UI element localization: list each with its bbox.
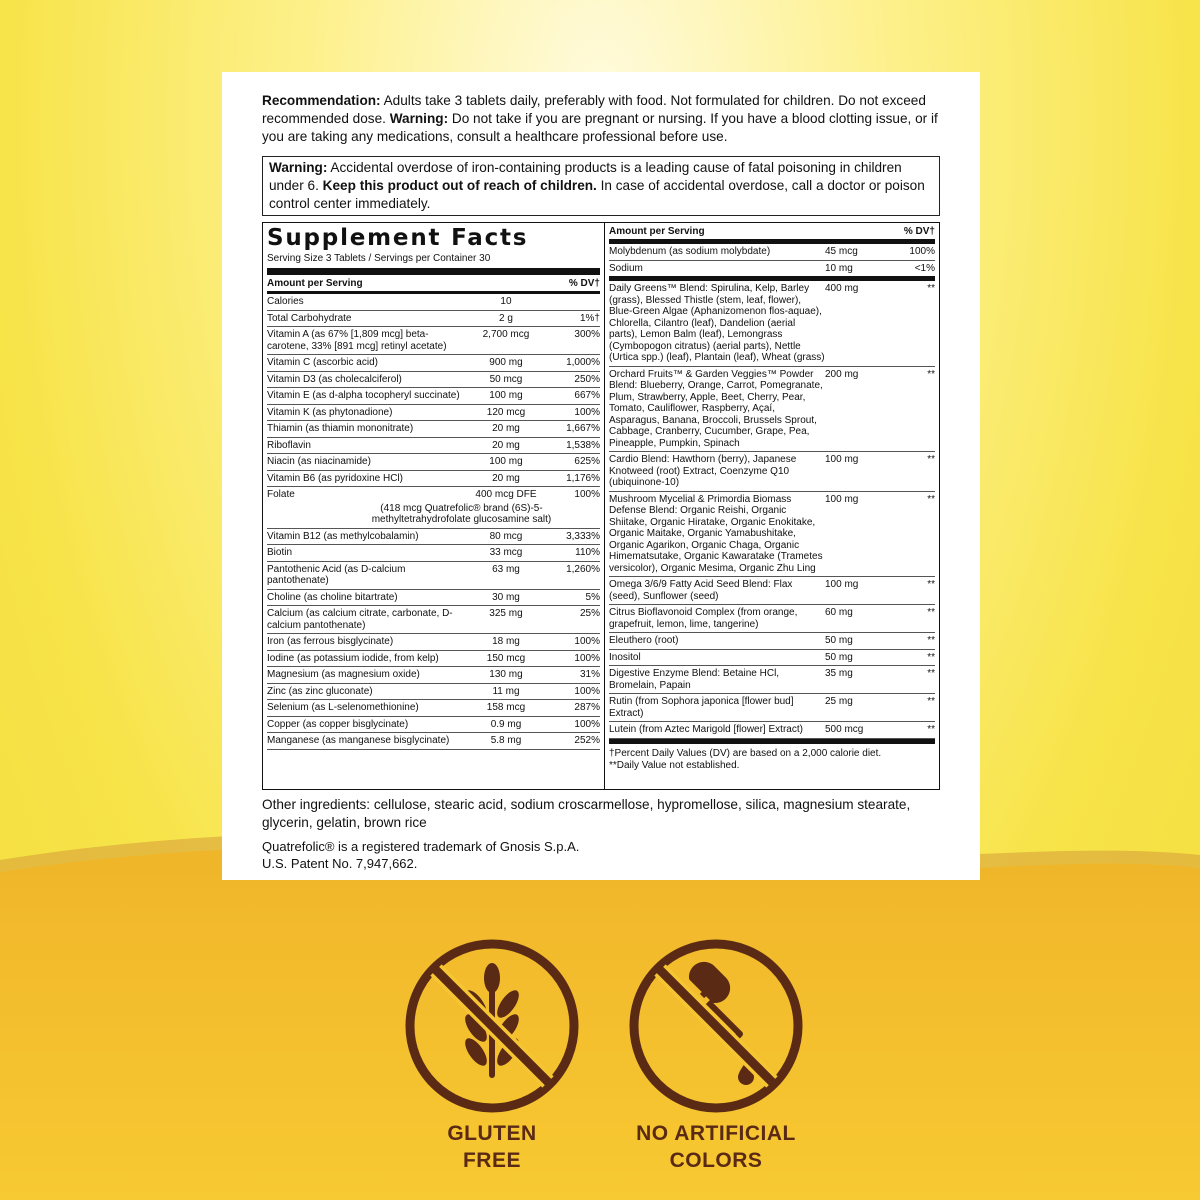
facts-row — [609, 633, 935, 650]
nutrient-amount: 100 mg — [825, 579, 859, 590]
facts-row — [609, 650, 935, 667]
nutrient-dv: 31% — [579, 669, 600, 680]
facts-row — [609, 281, 935, 367]
facts-row — [267, 667, 600, 684]
nutrient-dv: 1%† — [579, 312, 600, 324]
nutrient-amount: 63 mg — [492, 563, 520, 575]
facts-row — [267, 545, 600, 562]
facts-row — [267, 454, 600, 471]
nutrient-amount: 45 mcg — [825, 246, 858, 257]
nutrient-dv: 625% — [574, 456, 600, 467]
nutrient-name: Manganese (as manganese bisglycinate) — [267, 735, 450, 746]
facts-row — [267, 372, 600, 389]
facts-row — [267, 311, 600, 328]
facts-row — [267, 634, 600, 651]
facts-row — [267, 327, 600, 355]
wheat-crossed-icon — [404, 938, 580, 1114]
nutrient-amount: 900 mg — [489, 357, 523, 368]
nutrient-dv: 100% — [574, 652, 600, 664]
nutrient-amount: 80 mcg — [489, 530, 523, 542]
facts-title: Supplement Facts — [267, 225, 529, 251]
nutrient-name: Omega 3/6/9 Fatty Acid Seed Blend: Flax (seed), Sunflower (seed) — [608, 579, 793, 602]
nutrient-dv: ** — [927, 607, 935, 618]
facts-footnotes: †Percent Daily Values (DV) are based on a 2,000 calorie diet. **Daily Value not established. — [609, 739, 935, 772]
nutrient-dv: 1,538% — [566, 439, 600, 451]
nutrient-name: Iron (as ferrous bisglycinate) — [267, 636, 394, 647]
facts-row — [267, 606, 600, 634]
nutrient-amount: 150 mcg — [486, 652, 526, 664]
facts-row — [609, 367, 935, 453]
nutrient-name: Vitamin B6 (as pyridoxine HCl) — [267, 472, 403, 484]
nutrient-amount: 20 mg — [492, 423, 520, 434]
nutrient-name: Citrus Bioflavonoid Complex (from orange, grapefruit, lemon, lime, tangerine) — [608, 607, 798, 630]
nutrient-dv: 100% — [574, 718, 600, 730]
nutrient-dv: ** — [927, 579, 935, 590]
nutrient-dv: 100% — [574, 406, 600, 418]
facts-row — [267, 405, 600, 422]
nutrient-dv: 5% — [585, 591, 600, 603]
nutrient-amount: 20 mg — [492, 472, 520, 484]
nutrient-name: Mushroom Mycelial & Primordia Biomass Defense Blend: Organic Reishi, Organic Shiitake, Organic Hiratake, Organic Enokitake, Organic Maitake, Organic Yamabushitake, Organic Agarikon, Organic Chaga, Organic Himematsutake, Organic Kawaratake (Trametes versicolor), Organic Mesima, Organic Zhu Ling — [608, 493, 823, 574]
folate-row — [267, 487, 600, 529]
nutrient-name: Vitamin B12 (as methylcobalamin) — [267, 530, 419, 542]
nutrient-name: Lutein (from Aztec Marigold [flower] Extract) — [608, 724, 803, 735]
nutrient-dv: 25% — [579, 608, 600, 619]
nutrient-amount: 500 mcg — [825, 724, 864, 735]
facts-row — [267, 733, 600, 750]
facts-row — [267, 294, 600, 311]
patent-note: U.S. Patent No. 7,947,662. — [262, 856, 418, 871]
nutrient-dv: ** — [927, 368, 935, 380]
facts-row — [267, 529, 600, 546]
nutrient-dv: 1,260% — [566, 563, 600, 575]
nutrient-dv: 667% — [574, 390, 600, 401]
nutrient-dv: ** — [927, 454, 935, 465]
nutrient-dv: ** — [927, 635, 935, 646]
supplement-facts-panel — [262, 222, 940, 790]
facts-row — [267, 487, 600, 503]
nutrient-name: Copper (as copper bisglycinate) — [267, 718, 409, 730]
facts-row — [267, 590, 600, 607]
nutrient-dv — [550, 296, 600, 308]
facts-row — [609, 492, 935, 578]
nutrient-dv: 100% — [574, 685, 600, 697]
nutrient-dv: 252% — [574, 735, 600, 746]
nutrient-name: Iodine (as potassium iodide, from kelp) — [267, 652, 439, 664]
facts-row — [267, 471, 600, 488]
facts-left-column — [263, 223, 605, 789]
nutrient-amount: 33 mcg — [489, 547, 523, 558]
facts-row — [267, 717, 600, 734]
nutrient-amount: 100 mg — [825, 454, 859, 465]
dropper-crossed-icon — [628, 938, 804, 1114]
nutrient-name: Niacin (as niacinamide) — [267, 456, 371, 467]
nutrient-amount: 10 mg — [825, 262, 853, 274]
nutrient-name: Folate — [267, 489, 295, 500]
nutrient-amount: 20 mg — [492, 439, 520, 451]
facts-row — [609, 244, 935, 261]
serving-size: Serving Size 3 Tablets / Servings per Container 30 — [267, 253, 600, 275]
facts-row — [267, 388, 600, 405]
nutrient-amount: 30 mg — [492, 591, 520, 603]
nutrient-dv: 1,667% — [566, 423, 600, 434]
facts-row — [267, 700, 600, 717]
facts-row — [609, 666, 935, 694]
facts-row — [267, 562, 600, 590]
nutrient-amount: 50 mcg — [489, 373, 523, 385]
nutrient-amount: 2,700 mcg — [482, 329, 530, 340]
nutrient-name: Vitamin E (as d-alpha tocopheryl succinate) — [267, 390, 460, 401]
nutrient-amount: 35 mg — [825, 668, 853, 679]
nutrient-dv: ** — [927, 651, 935, 663]
facts-right-column — [605, 223, 939, 789]
facts-row — [267, 421, 600, 438]
other-ingredients: Other ingredients: cellulose, stearic acid, sodium croscarmellose, hypromellose, silica, magnesium stearate, glycerin, gelatin, brown rice — [262, 797, 911, 830]
nutrient-name: Calories — [267, 296, 304, 307]
nutrient-name: Choline (as choline bitartrate) — [267, 591, 398, 603]
nutrient-name: Thiamin (as thiamin mononitrate) — [267, 423, 414, 434]
nutrient-dv: 100% — [574, 636, 600, 647]
nutrient-dv: <1% — [914, 262, 935, 274]
facts-row — [609, 577, 935, 605]
nutrient-name: Calcium (as calcium citrate, carbonate, D-calcium pantothenate) — [267, 608, 453, 631]
nutrient-name: Cardio Blend: Hawthorn (berry), Japanese Knotweed (root) Extract, Coenzyme Q10 (ubiquinone-10) — [608, 454, 797, 488]
nutrient-amount: 2 g — [499, 312, 513, 324]
nutrient-amount: 400 mcg DFE — [475, 489, 537, 500]
facts-row — [267, 355, 600, 372]
facts-header: Amount per Serving % DV† — [267, 275, 600, 294]
folate-note: (418 mcg Quatrefolic® brand (6S)-5-methyltetrahydrofolate glucosamine salt) — [371, 502, 552, 525]
nutrient-name: Pantothenic Acid (as D-calcium pantothenate) — [267, 563, 406, 586]
facts-row — [609, 605, 935, 633]
nutrient-dv: 100% — [909, 246, 935, 257]
nutrient-name: Magnesium (as magnesium oxide) — [267, 669, 420, 680]
label-panel — [222, 72, 980, 880]
nutrient-dv: ** — [927, 493, 935, 505]
nutrient-amount: 120 mcg — [486, 406, 526, 418]
no-artificial-colors-label: NO ARTIFICIAL COLORS — [636, 1122, 796, 1172]
facts-row — [609, 694, 935, 722]
nutrient-name: Riboflavin — [267, 439, 311, 451]
nutrient-name: Biotin — [267, 547, 293, 558]
nutrient-amount: 100 mg — [489, 390, 523, 401]
nutrient-dv: 287% — [574, 702, 600, 713]
nutrient-dv: ** — [927, 724, 935, 735]
nutrient-name: Digestive Enzyme Blend: Betaine HCl, Bromelain, Papain — [608, 668, 780, 691]
facts-row — [267, 651, 600, 668]
nutrient-amount: 50 mg — [825, 651, 853, 663]
nutrient-amount: 100 mg — [825, 493, 859, 505]
nutrient-amount: 25 mg — [825, 696, 853, 707]
child-warning-box: Warning: Accidental overdose of iron-containing products is a leading cause of fatal poisoning in children under 6. Keep this product out of reach of children. In case of accidental overdose, call a doctor or poison control center immediately. — [262, 156, 940, 216]
nutrient-amount: 5.8 mg — [490, 735, 522, 746]
facts-header-right: Amount per Serving % DV† — [609, 223, 935, 244]
nutrient-name: Total Carbohydrate — [267, 312, 352, 324]
nutrient-name: Molybdenum (as sodium molybdate) — [608, 246, 771, 257]
nutrient-dv: 3,333% — [566, 530, 600, 542]
facts-row — [609, 452, 935, 492]
nutrient-amount: 0.9 mg — [490, 718, 522, 730]
nutrient-name: Vitamin A (as 67% [1,809 mcg] beta-carotene, 33% [891 mcg] retinyl acetate) — [267, 329, 447, 352]
recommendation-text: Recommendation: Adults take 3 tablets daily, preferably with food. Not formulated for children. Do not exceed recommended dose. Warning: Do not take if you are pregnant or nursing. If you have a blood clotting issue, or if you are taking any medications, consult a healthcare professional before use. — [262, 93, 938, 144]
nutrient-amount: 60 mg — [825, 607, 853, 618]
nutrient-amount: 130 mg — [489, 669, 523, 680]
nutrient-dv: ** — [927, 283, 935, 294]
facts-row — [609, 722, 935, 739]
nutrient-amount: 18 mg — [492, 636, 520, 647]
nutrient-amount: 100 mg — [489, 456, 523, 467]
nutrient-name: Vitamin D3 (as cholecalciferol) — [267, 373, 402, 385]
nutrient-name: Daily Greens™ Blend: Spirulina, Kelp, Barley (grass), Blessed Thistle (stem, leaf, flower), Blue-Green Algae (Aphanizomenon flos-aquae), Chlorella, Cilantro (leaf), Dandelion (aerial parts), Lemon Balm (leaf), Lemongrass (Cymbopogon citratus) (aerial parts), Nettle (Urtica spp.) (leaf), Plantain (leaf), Wheat (grass) — [608, 283, 825, 363]
nutrient-name: Inositol — [608, 651, 641, 663]
nutrient-name: Sodium — [608, 262, 643, 274]
nutrient-dv: 300% — [574, 329, 600, 340]
nutrient-amount: 200 mg — [825, 368, 859, 380]
nutrient-dv: 1,176% — [566, 472, 600, 484]
nutrient-amount: 400 mg — [825, 283, 859, 294]
nutrient-amount: 10 — [500, 296, 512, 307]
facts-row — [267, 438, 600, 455]
facts-row — [267, 684, 600, 701]
nutrient-amount: 158 mcg — [486, 702, 526, 713]
nutrient-dv: ** — [927, 668, 935, 679]
nutrient-dv: 250% — [574, 373, 600, 385]
trademark-note: Quatrefolic® is a registered trademark of Gnosis S.p.A. — [262, 839, 580, 854]
nutrient-name: Vitamin K (as phytonadione) — [267, 406, 393, 418]
nutrient-dv: ** — [927, 696, 935, 707]
nutrient-dv: 110% — [575, 547, 600, 558]
nutrient-amount: 11 mg — [492, 685, 520, 697]
nutrient-amount: 325 mg — [489, 608, 523, 619]
nutrient-name: Orchard Fruits™ & Garden Veggies™ Powder Blend: Blueberry, Orange, Carrot, Pomegranate, Plum, Strawberry, Apple, Beet, Cherry, Pear, Tomato, Cauliflower, Raspberry, Açaí, Asparagus, Banana, Broccoli, Brussels Sprout, Cabbage, Cranberry, Cucumber, Grape, Pea, Pineapple, Pumpkin, Spinach — [608, 368, 823, 449]
facts-row — [609, 261, 935, 282]
nutrient-dv: 1,000% — [566, 357, 600, 368]
nutrient-name: Eleuthero (root) — [608, 635, 679, 646]
nutrient-dv: 100% — [574, 489, 600, 500]
nutrient-name: Rutin (from Sophora japonica [flower bud] Extract) — [608, 696, 794, 719]
gluten-free-label: GLUTEN FREE — [447, 1122, 537, 1172]
nutrient-name: Vitamin C (ascorbic acid) — [267, 357, 378, 368]
nutrient-name: Selenium (as L-selenomethionine) — [267, 702, 419, 713]
nutrient-amount: 50 mg — [825, 635, 853, 646]
nutrient-name: Zinc (as zinc gluconate) — [267, 685, 373, 697]
